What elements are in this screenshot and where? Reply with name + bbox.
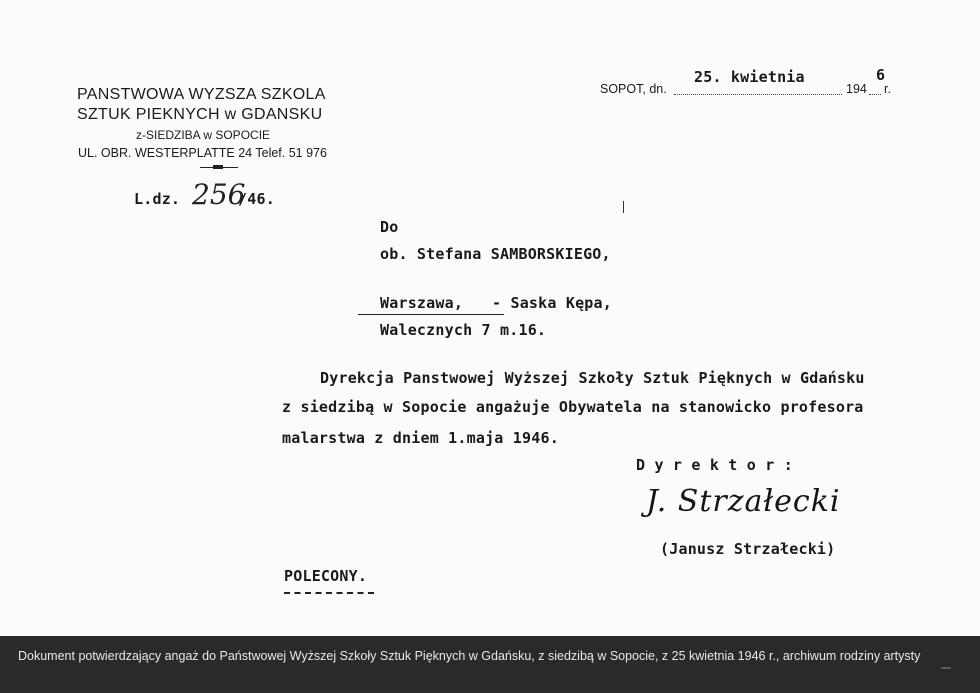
- letterhead-divider-dot: [213, 165, 223, 169]
- caption-text: Dokument potwierdzający angaż do Państwowej Wyższej Szkoły Sztuk Pięknych w Gdańsku, z siedzibą w Sopocie, z 25 kwietnia 1946 r., archiwum rodziny artysty: [18, 649, 921, 663]
- minimize-icon[interactable]: [940, 662, 954, 670]
- stray-mark: [623, 201, 624, 213]
- date-year-dots: [869, 94, 881, 95]
- letterhead-line-4: UL. OBR. WESTERPLATTE 24 Telef. 51 976: [78, 146, 327, 160]
- date-dotted-line: [674, 94, 842, 95]
- recipient-district: - Saska Kępa,: [492, 294, 612, 312]
- body-line-1: Dyrekcja Panstwowej Wyższej Szkoły Sztuk Pięknych w Gdańsku: [320, 369, 865, 387]
- signature-name: (Janusz Strzałecki): [660, 540, 836, 558]
- body-line-3: malarstwa z dniem 1.maja 1946.: [282, 429, 559, 447]
- letterhead-line-2: SZTUK PIEKNYCH w GDANSKU: [77, 106, 323, 123]
- ref-prefix: L.dz.: [134, 190, 181, 208]
- date-year-prefix: 194: [846, 82, 867, 96]
- date-suffix: r.: [884, 82, 891, 96]
- caption-bar: [0, 636, 980, 693]
- signature-handwritten: J. Strzałecki: [646, 484, 841, 519]
- recipient-street: Walecznych 7 m.16.: [380, 321, 547, 339]
- body-line-2: z siedzibą w Sopocie angażuje Obywatela na stanowicko profesora: [282, 398, 864, 416]
- recipient-city-underline: [358, 314, 504, 315]
- date-day-month: 25. kwietnia: [694, 68, 805, 86]
- recipient-do: Do: [380, 218, 399, 236]
- recipient-name: ob. Stefana SAMBORSKIEGO,: [380, 245, 611, 263]
- registered-label: POLECONY.: [284, 567, 368, 585]
- date-year-digit: 6: [876, 66, 886, 84]
- date-place: SOPOT, dn.: [600, 82, 667, 96]
- letterhead-line-3: z-SIEDZIBA w SOPOCIE: [136, 128, 271, 142]
- signature-role: D y r e k t o r :: [636, 456, 793, 474]
- ref-suffix: /46.: [238, 190, 275, 208]
- recipient-city: Warszawa,: [380, 294, 464, 312]
- letterhead-line-1: PANSTWOWA WYZSZA SZKOLA: [77, 86, 326, 103]
- registered-underline: [284, 592, 374, 594]
- ref-number-handwritten: 256: [192, 178, 246, 211]
